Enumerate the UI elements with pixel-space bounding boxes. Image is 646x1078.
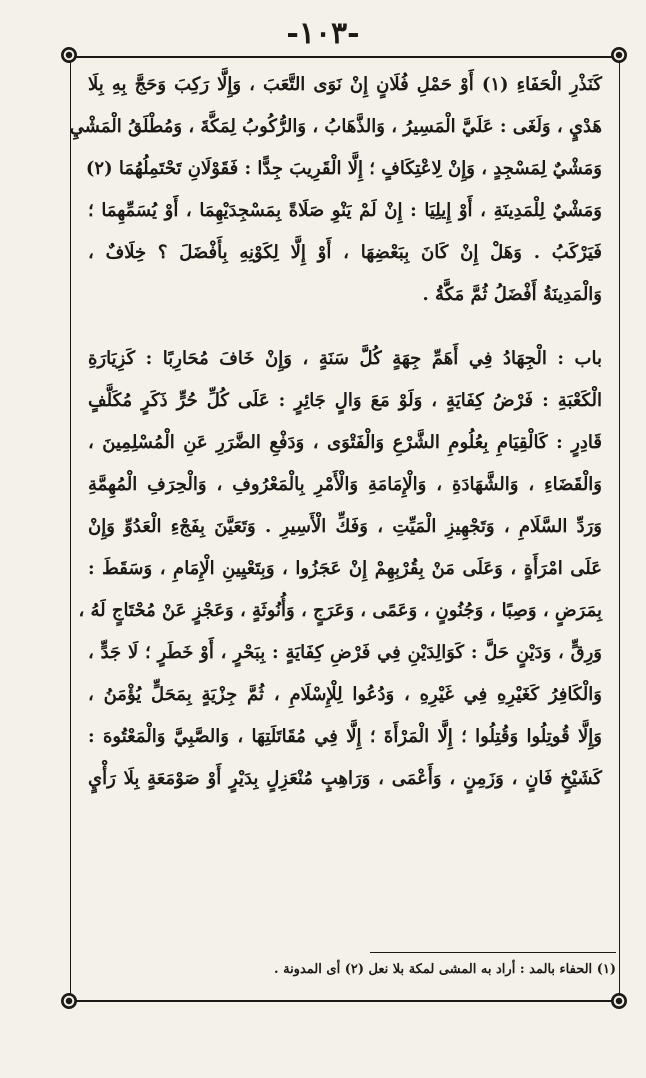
paragraph-vow [69, 64, 602, 316]
text-line: وَمَشْيٌ لِمَسْجِدٍ ، وَإِنْ لِاعْتِكَافٍ ؛ إِلَّا الْقَرِيبَ جِدًّا : فَقَوْلَانِ تَحْتَمِلُهُمَا (٢) [85, 158, 602, 179]
corner-ornament-icon [611, 47, 627, 63]
text-line: وَإِلَّا قُوتِلُوا وَقُتِلُوا ؛ إِلَّا الْمَرْأَةَ ؛ إِلَّا فِي مُقَاتَلَتِهَا ، وَالصَّبِيَّ وَالْمَعْتُوهَ : [88, 726, 602, 747]
text-line: باب : الْجِهَادُ فِي أَهَمِّ جِهَةٍ كُلَّ سَنَةٍ ، وَإِنْ خَافَ مُحَارِبًا : كَزِيَارَةِ [88, 348, 602, 369]
text-line: هَدْيٍ ، وَلَغَى : عَلَيَّ الْمَسِيرُ ، وَالذَّهَابُ ، وَالرُّكُوبُ لِمَكَّةَ ، وَمُطْلَقُ الْمَشْيِ [69, 116, 602, 137]
text-line: بِمَرَضٍ ، وَصِبًا ، وَجُنُونٍ ، وَعَمًى ، وَعَرَجٍ ، وَأُنُوثَةٍ ، وَعَجْزٍ عَنْ مُحْتَاجٍ لَهُ ، [78, 600, 602, 621]
footnote: (١) الحفاء بالمد : أراد به المشى لمكة بلا نعل (٢) أى المدونة . [274, 962, 616, 977]
text-line: كَشَيْخٍ فَانٍ ، وَزَمِنٍ ، وَأَعْمَى ، وَرَاهِبٍ مُنْعَزِلٍ بِدَيْرٍ أَوْ صَوْمَعَةٍ بِلَا رَأْيٍ [88, 768, 602, 789]
text-line: قَادِرٍ : كَالْقِيَامِ بِعُلُومِ الشَّرْعِ وَالْفَتْوَى ، وَدَفْعِ الضَّرَرِ عَنِ الْمُسْلِمِينَ ، [88, 432, 602, 453]
page-number: -١٠٣- [286, 16, 360, 51]
text-line: كَنَذْرِ الْحَفَاءِ (١) أَوْ حَمْلِ فُلَانٍ إِنْ نَوَى التَّعَبَ ، وَإِلَّا رَكِبَ وَحَجَّ بِهِ بِلَا [88, 74, 602, 95]
text-line: وَرِقٍّ ، وَدَيْنٍ حَلَّ : كَوَالِدَيْنِ فِي فَرْضِ كِفَايَةٍ : بِبَحْرٍ ، أَوْ خَطَرٍ ؛ لَا جَدٍّ ، [88, 642, 602, 663]
text-line: وَرَدِّ السَّلَامِ ، وَتَجْهِيزِ الْمَيِّتِ ، وَفَكِّ الْأَسِيرِ . وَتَعَيَّنَ بِفَجْءِ الْعَدُوِّ وَإِنْ [88, 516, 602, 537]
corner-ornament-icon [61, 993, 77, 1009]
paragraph-jihad [78, 338, 602, 800]
text-line: فَيَرْكَبُ . وَهَلْ إِنْ كَانَ بِبَعْضِهَا ، أَوْ إِلَّا لِكَوْنِهِ بِأَفْضَلَ ؟ خِلَافٌ ، [88, 242, 602, 263]
text-line: عَلَى امْرَأَةٍ ، وَعَلَى مَنْ بِقُرْبِهِمْ إِنْ عَجَزُوا ، وَبِتَعْيِينِ الْإِمَامِ ، وَسَقَطَ : [88, 558, 602, 579]
corner-ornament-icon [611, 993, 627, 1009]
text-line: الْكَعْبَةِ : فَرْضُ كِفَايَةٍ ، وَلَوْ مَعَ وَالٍ جَائِرٍ : عَلَى كُلِّ حُرٍّ ذَكَرٍ مُكَلَّفٍ [88, 390, 602, 411]
footnote-divider [370, 952, 616, 953]
text-line: وَالْقَضَاءِ ، وَالشَّهَادَةِ ، وَالْإِمَامَةِ وَالْأَمْرِ بِالْمَعْرُوفِ ، وَالْحِرَفِ الْمُهِمَّةِ [88, 474, 602, 495]
corner-ornament-icon [61, 47, 77, 63]
main-text [69, 64, 602, 800]
text-line: وَمَشْيٌ لِلْمَدِينَةِ ، أَوْ إِيلِيَا : إِنْ لَمْ يَنْوِ صَلَاةً بِمَسْجِدَيْهِمَا ، أَوْ يُسَمِّهِمَا ؛ [88, 200, 602, 221]
paragraph-gap [88, 316, 602, 338]
text-line: وَالْمَدِينَةُ أَفْضَلُ ثُمَّ مَكَّةُ . [422, 284, 602, 305]
text-line: وَالْكَافِرُ كَغَيْرِهِ فِي غَيْرِهِ ، وَدُعُوا لِلْإِسْلَامِ ، ثُمَّ جِزْيَةٍ بِمَحَلٍّ يُؤْمَنُ ، [88, 684, 602, 705]
